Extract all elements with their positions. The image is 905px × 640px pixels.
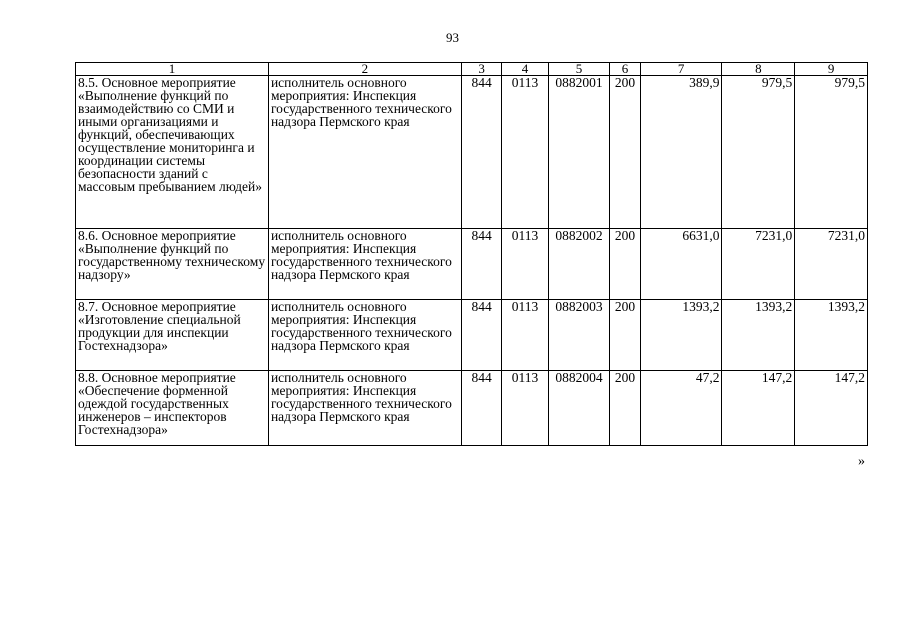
amount-cell-9: 147,2 [795, 371, 868, 446]
expense-type-cell: 200 [610, 76, 640, 229]
amount-cell-7: 6631,0 [640, 229, 722, 300]
header-col-9: 9 [795, 63, 868, 76]
table-row [76, 76, 868, 229]
header-col-6: 6 [610, 63, 640, 76]
expense-type-cell: 200 [610, 371, 640, 446]
header-row [76, 63, 868, 76]
target-article-cell: 0882002 [548, 229, 610, 300]
header-col-1: 1 [76, 63, 269, 76]
amount-cell-8: 7231,0 [722, 229, 795, 300]
expense-type-cell: 200 [610, 229, 640, 300]
executor-cell: исполнитель основного мероприятия: Инспекция государственного технического надзора Пермского края [268, 76, 461, 229]
closing-quote-mark: » [858, 454, 865, 469]
budget-table [75, 62, 868, 446]
header-col-3: 3 [461, 63, 501, 76]
header-col-7: 7 [640, 63, 722, 76]
header-col-2: 2 [268, 63, 461, 76]
executor-cell: исполнитель основного мероприятия: Инспекция государственного технического надзора Пермского края [268, 300, 461, 371]
measure-name-cell: 8.7. Основное мероприятие «Изготовление специальной продукции для инспекции Гостехнадзора» [76, 300, 269, 371]
header-col-4: 4 [502, 63, 548, 76]
table-body [76, 76, 868, 446]
amount-cell-8: 1393,2 [722, 300, 795, 371]
section-cell: 0113 [502, 76, 548, 229]
measure-name-cell: 8.6. Основное мероприятие «Выполнение функций по государственному техническому надзору» [76, 229, 269, 300]
section-cell: 0113 [502, 229, 548, 300]
expense-type-cell: 200 [610, 300, 640, 371]
table-header [76, 63, 868, 76]
amount-cell-9: 1393,2 [795, 300, 868, 371]
header-col-8: 8 [722, 63, 795, 76]
amount-cell-9: 979,5 [795, 76, 868, 229]
code-cell: 844 [461, 229, 501, 300]
amount-cell-7: 389,9 [640, 76, 722, 229]
amount-cell-7: 1393,2 [640, 300, 722, 371]
executor-cell: исполнитель основного мероприятия: Инспекция государственного технического надзора Пермского края [268, 371, 461, 446]
code-cell: 844 [461, 76, 501, 229]
amount-cell-9: 7231,0 [795, 229, 868, 300]
section-cell: 0113 [502, 300, 548, 371]
amount-cell-8: 979,5 [722, 76, 795, 229]
page-number: 93 [446, 30, 459, 45]
code-cell: 844 [461, 371, 501, 446]
table-row [76, 371, 868, 446]
section-cell: 0113 [502, 371, 548, 446]
measure-name-cell: 8.5. Основное мероприятие «Выполнение функций по взаимодействию со СМИ и иными организациями и функций, обеспечивающих осуществление мониторинга и координации системы безопасности зданий с массовым пребыванием людей» [76, 76, 269, 229]
measure-name-cell: 8.8. Основное мероприятие «Обеспечение форменной одеждой государственных инженеров – инспекторов Гостехнадзора» [76, 371, 269, 446]
target-article-cell: 0882001 [548, 76, 610, 229]
amount-cell-8: 147,2 [722, 371, 795, 446]
table-row [76, 300, 868, 371]
header-col-5: 5 [548, 63, 610, 76]
executor-cell: исполнитель основного мероприятия: Инспекция государственного технического надзора Пермского края [268, 229, 461, 300]
target-article-cell: 0882004 [548, 371, 610, 446]
target-article-cell: 0882003 [548, 300, 610, 371]
table-row [76, 229, 868, 300]
code-cell: 844 [461, 300, 501, 371]
amount-cell-7: 47,2 [640, 371, 722, 446]
